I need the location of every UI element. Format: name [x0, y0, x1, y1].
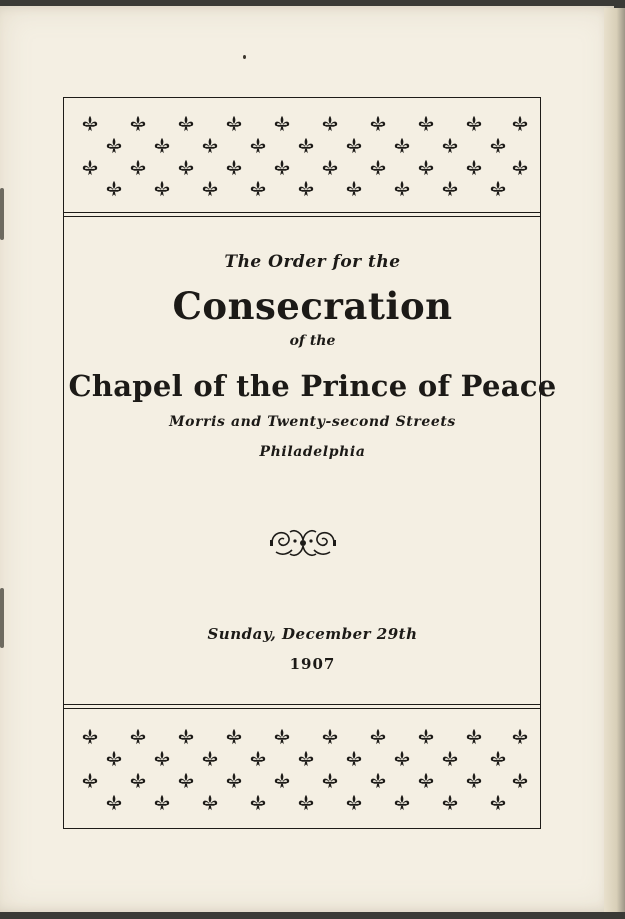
street-address: Morris and Twenty-second Streets [169, 414, 456, 430]
fleur-de-lis-icon [465, 115, 483, 133]
fleur-de-lis-icon [105, 137, 123, 155]
fleur-de-lis-icon [369, 772, 387, 790]
fleur-de-lis-icon [489, 750, 507, 768]
of-the-line: of the [289, 333, 336, 349]
fleur-de-lis-icon [441, 180, 459, 198]
fleur-de-lis-icon [81, 115, 99, 133]
fleur-de-lis-icon [225, 159, 243, 177]
fleur-de-lis-icon [465, 728, 483, 746]
fleur-de-lis-icon [129, 159, 147, 177]
fleur-de-lis-icon [345, 794, 363, 812]
fleur-de-lis-icon [511, 772, 529, 790]
fleur-de-lis-icon [105, 750, 123, 768]
bottom-fleur-pattern [64, 709, 540, 829]
fleur-de-lis-icon [369, 115, 387, 133]
fleur-de-lis-icon [321, 115, 339, 133]
fleur-de-lis-icon [225, 115, 243, 133]
fleur-de-lis-icon [129, 115, 147, 133]
fleur-de-lis-icon [393, 750, 411, 768]
chapel-name: Chapel of the Prince of Peace [68, 369, 557, 403]
fleur-de-lis-icon [153, 750, 171, 768]
fleur-de-lis-icon [129, 772, 147, 790]
order-heading: The Order for the [224, 252, 401, 272]
top-fleur-pattern [64, 98, 540, 212]
fleur-de-lis-icon [201, 137, 219, 155]
service-date: Sunday, December 29th [207, 625, 418, 643]
fleur-de-lis-icon [417, 728, 435, 746]
fleur-de-lis-icon [297, 750, 315, 768]
fleur-de-lis-icon [297, 180, 315, 198]
fleur-de-lis-icon [465, 159, 483, 177]
fleur-de-lis-icon [321, 159, 339, 177]
fleur-de-lis-icon [201, 750, 219, 768]
fleur-de-lis-icon [393, 794, 411, 812]
fleur-de-lis-icon [153, 180, 171, 198]
fleur-de-lis-icon [441, 750, 459, 768]
fleur-de-lis-icon [201, 794, 219, 812]
fleur-de-lis-icon [321, 772, 339, 790]
staple-top [0, 188, 4, 240]
fleur-de-lis-icon [489, 180, 507, 198]
fleur-de-lis-icon [393, 137, 411, 155]
fleur-de-lis-icon [273, 115, 291, 133]
fleur-de-lis-icon [177, 159, 195, 177]
fleur-de-lis-icon [81, 159, 99, 177]
floral-ornament-icon [268, 526, 338, 560]
fleur-de-lis-icon [393, 180, 411, 198]
fleur-de-lis-icon [369, 728, 387, 746]
paper-speck [243, 55, 246, 59]
page-title: Consecration [172, 284, 453, 328]
top-double-rule [64, 212, 540, 217]
fleur-de-lis-icon [369, 159, 387, 177]
fleur-de-lis-icon [297, 137, 315, 155]
fleur-de-lis-icon [153, 794, 171, 812]
fleur-de-lis-icon [441, 137, 459, 155]
fleur-de-lis-icon [177, 728, 195, 746]
service-year: 1907 [289, 655, 336, 673]
fleur-de-lis-icon [417, 159, 435, 177]
fleur-de-lis-icon [489, 137, 507, 155]
city-name: Philadelphia [259, 444, 366, 460]
fleur-de-lis-icon [249, 180, 267, 198]
fleur-de-lis-icon [417, 772, 435, 790]
fleur-de-lis-icon [511, 159, 529, 177]
fleur-de-lis-icon [345, 137, 363, 155]
fleur-de-lis-icon [441, 794, 459, 812]
fleur-de-lis-icon [297, 794, 315, 812]
fleur-de-lis-icon [511, 115, 529, 133]
fleur-de-lis-icon [511, 728, 529, 746]
fleur-de-lis-icon [345, 750, 363, 768]
fleur-de-lis-icon [225, 772, 243, 790]
fleur-de-lis-icon [465, 772, 483, 790]
fleur-de-lis-icon [417, 115, 435, 133]
fleur-de-lis-icon [249, 137, 267, 155]
fleur-de-lis-icon [105, 794, 123, 812]
page-edge [604, 8, 625, 912]
fleur-de-lis-icon [177, 115, 195, 133]
fleur-de-lis-icon [273, 728, 291, 746]
fleur-de-lis-icon [81, 728, 99, 746]
fleur-de-lis-icon [129, 728, 147, 746]
fleur-de-lis-icon [249, 750, 267, 768]
fleur-de-lis-icon [345, 180, 363, 198]
fleur-de-lis-icon [273, 159, 291, 177]
fleur-de-lis-icon [249, 794, 267, 812]
fleur-de-lis-icon [201, 180, 219, 198]
fleur-de-lis-icon [105, 180, 123, 198]
fleur-de-lis-icon [153, 137, 171, 155]
fleur-de-lis-icon [489, 794, 507, 812]
fleur-de-lis-icon [177, 772, 195, 790]
fleur-de-lis-icon [81, 772, 99, 790]
fleur-de-lis-icon [273, 772, 291, 790]
fleur-de-lis-icon [321, 728, 339, 746]
fleur-de-lis-icon [225, 728, 243, 746]
border-frame [63, 97, 541, 829]
